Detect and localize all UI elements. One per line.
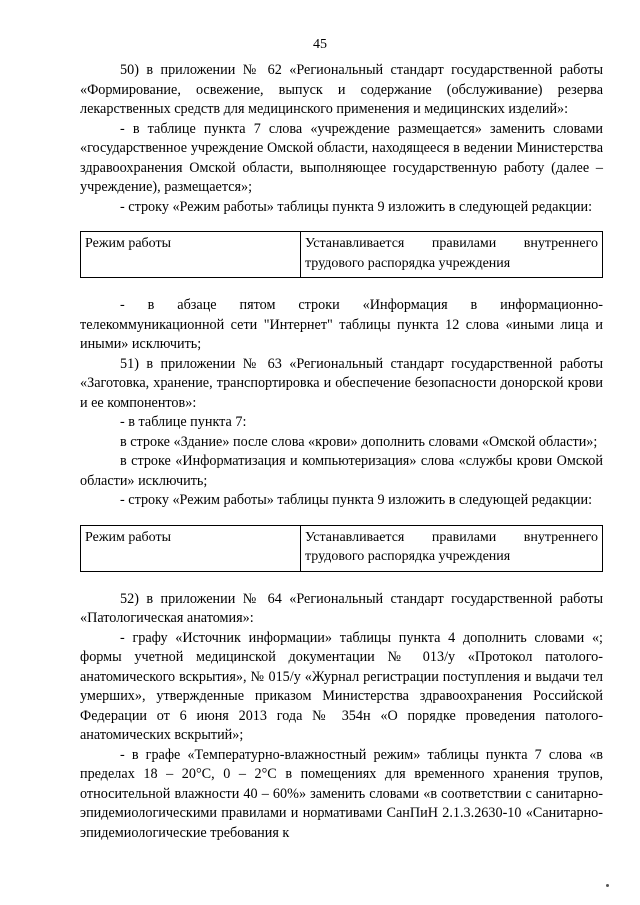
- paragraph-item-51: 51) в приложении № 63 «Региональный стандарт государственной работы «Заготовка, хранение, транспортировка и обеспечение безопасности донорской крови и ее компонентов»:: [80, 355, 603, 411]
- paragraph-informatization-row: в строке «Информатизация и компьютеризация» слова «службы крови Омской области» исключить;: [80, 453, 603, 489]
- paragraph-item-52: 52) в приложении № 64 «Региональный стандарт государственной работы «Патологическая анатомия»:: [80, 590, 603, 626]
- table-cell-value: Устанавливается правилами внутреннего трудового распорядка учреждения: [301, 232, 603, 278]
- paragraph-item-50: 50) в приложении № 62 «Региональный стандарт государственной работы «Формирование, освежение, выпуск и содержание (обслуживание) резерва лекарственных средств для медицинского применения и медицинских изделий»:: [80, 62, 603, 117]
- work-mode-table: [80, 525, 603, 572]
- table-cell-label: Режим работы: [81, 232, 301, 278]
- document-body: [80, 61, 603, 843]
- paragraph-building-row: в строке «Здание» после слова «крови» дополнить словами «Омской области»;: [120, 433, 598, 450]
- paragraph-temperature-mode: - в графе «Температурно-влажностный режим» таблицы пункта 7 слова «в пределах 18 – 20°С, 0 – 2°С в помещениях для временного хранения трупов, относительной влажности 40 – 60%» заменить словами «в соответствии с санитарно-эпидемиологическими правилами и нормативами СанПиН 2.1.3.2630-10 «Санитарно-эпидемиологические требования к: [80, 746, 603, 841]
- work-mode-table: [80, 231, 603, 278]
- table-cell-label: Режим работы: [81, 525, 301, 571]
- paragraph-work-mode-intro: - строку «Режим работы» таблицы пункта 9 изложить в следующей редакции:: [120, 198, 593, 215]
- scan-speck: [606, 884, 609, 887]
- paragraph-replace-words: - в таблице пункта 7 слова «учреждение размещается» заменить словами «государственное учреждение Омской области, находящееся в ведении Министерства здравоохранения Омской области, выполняющее государственную работу (далее – учреждение), размещается»;: [80, 120, 603, 195]
- table-row: [81, 525, 603, 571]
- table-row: [81, 232, 603, 278]
- paragraph-table-7: - в таблице пункта 7:: [120, 414, 247, 430]
- table-cell-value: Устанавливается правилами внутреннего трудового распорядка учреждения: [301, 525, 603, 571]
- paragraph-internet-info: - в абзаце пятом строки «Информация в информационно-телекоммуникационной сети "Интернет" таблицы пункта 12 слова «иными лица и иными» исключить;: [80, 297, 603, 352]
- page-number: 45: [313, 37, 327, 52]
- paragraph-info-source: - графу «Источник информации» таблицы пункта 4 дополнить словами «; формы учетной медицинской документации № 013/у «Протокол патолого-анатомического вскрытия», № 015/у «Журнал регистрации поступления и выдачи тел умерших», утвержденные приказом Министерства здравоохранения Российской Федерации от 6 июня 2013 года № 354н «О порядке проведения патолого-анатомических вскрытий»;: [80, 629, 603, 743]
- paragraph-work-mode-intro: - строку «Режим работы» таблицы пункта 9 изложить в следующей редакции:: [120, 492, 593, 508]
